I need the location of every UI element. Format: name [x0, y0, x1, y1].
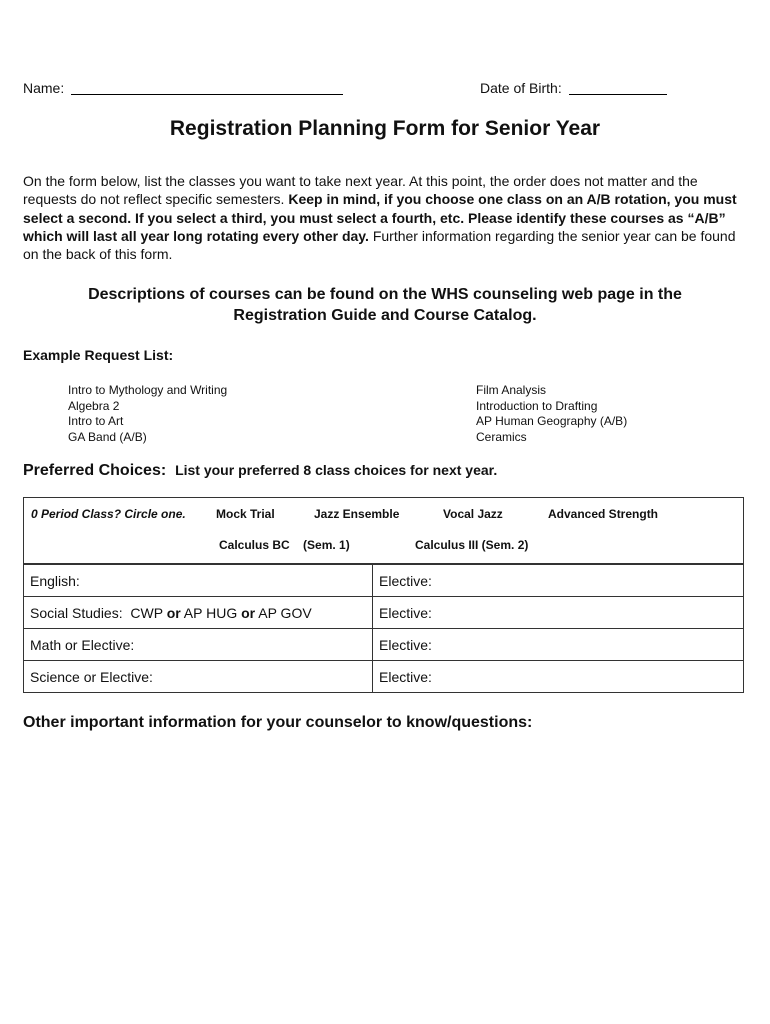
elective-field[interactable]: Elective: [373, 629, 744, 661]
social-studies-field[interactable] [24, 597, 373, 629]
option-jazz-ensemble[interactable]: Jazz Ensemble [314, 507, 400, 521]
preferred-choices-heading [23, 462, 497, 480]
zero-period-box [23, 497, 744, 564]
page-title: Registration Planning Form for Senior Year [169, 117, 601, 140]
descriptions-line-1: Descriptions of courses can be found on the WHS counseling web page in the [88, 286, 682, 303]
social-studies-text-2: AP HUG [180, 604, 242, 621]
table-row [24, 565, 744, 597]
list-item: Algebra 2 [68, 398, 120, 413]
table-row [24, 629, 744, 661]
dob-label: Date of Birth: [480, 80, 562, 96]
intro-text-bold: Keep in mind, if you choose one class on an A/B rotation, you must select a second. If you select a third, you must select a fourth, etc. Please identify these courses as “A/B” which will last all year long rotating every other day. [23, 191, 737, 244]
or-text: or [166, 604, 181, 621]
list-item: Introduction to Drafting [476, 398, 598, 413]
social-studies-text-1: Social Studies: CWP [30, 604, 167, 621]
list-item: Ceramics [476, 429, 527, 444]
table-row [24, 661, 744, 693]
elective-field[interactable]: Elective: [373, 661, 744, 693]
elective-field[interactable]: Elective: [373, 565, 744, 597]
social-studies-text-3: AP GOV [255, 604, 312, 621]
intro-text-1: On the form below, list the classes you want to take next year. At this point, the order does not matter and the requests do not reflect specific semesters. [23, 173, 698, 208]
example-label: Example Request List: [23, 347, 174, 363]
choices-table [23, 564, 744, 693]
other-info-heading: Other important information for your counselor to know/questions: [23, 714, 533, 731]
or-text: or [241, 604, 256, 621]
list-item: AP Human Geography (A/B) [476, 414, 628, 428]
dob-field[interactable] [569, 80, 667, 95]
preferred-title: Preferred Choices: [23, 462, 167, 479]
example-list-left [68, 383, 227, 445]
list-item: Intro to Mythology and Writing [68, 383, 228, 397]
option-calculus-iii[interactable]: Calculus III (Sem. 2) [415, 538, 529, 552]
name-label: Name: [23, 80, 65, 96]
english-field[interactable]: English: [24, 565, 373, 597]
science-field[interactable]: Science or Elective: [24, 661, 373, 693]
option-mock-trial[interactable]: Mock Trial [216, 507, 275, 521]
intro-paragraph [23, 172, 753, 263]
table-row [24, 597, 744, 629]
option-calculus-bc[interactable]: Calculus BC (Sem. 1) [219, 538, 350, 552]
descriptions-line-2: Registration Guide and Course Catalog. [233, 307, 537, 324]
list-item: Intro to Art [68, 414, 124, 428]
math-field[interactable]: Math or Elective: [24, 629, 373, 661]
list-item: Film Analysis [476, 383, 547, 397]
name-field[interactable] [71, 80, 343, 95]
elective-field[interactable]: Elective: [373, 597, 744, 629]
zero-period-label: 0 Period Class? Circle one. [31, 507, 186, 521]
option-vocal-jazz[interactable]: Vocal Jazz [443, 507, 503, 521]
option-advanced-strength[interactable]: Advanced Strength [548, 507, 659, 521]
example-list-right [476, 383, 627, 445]
preferred-subtitle: List your preferred 8 class choices for next year. [175, 462, 498, 478]
list-item: GA Band (A/B) [68, 429, 147, 444]
intro-text-2: Further information regarding the senior year can be found on the back of this form. [23, 227, 736, 263]
descriptions-note [0, 284, 770, 326]
